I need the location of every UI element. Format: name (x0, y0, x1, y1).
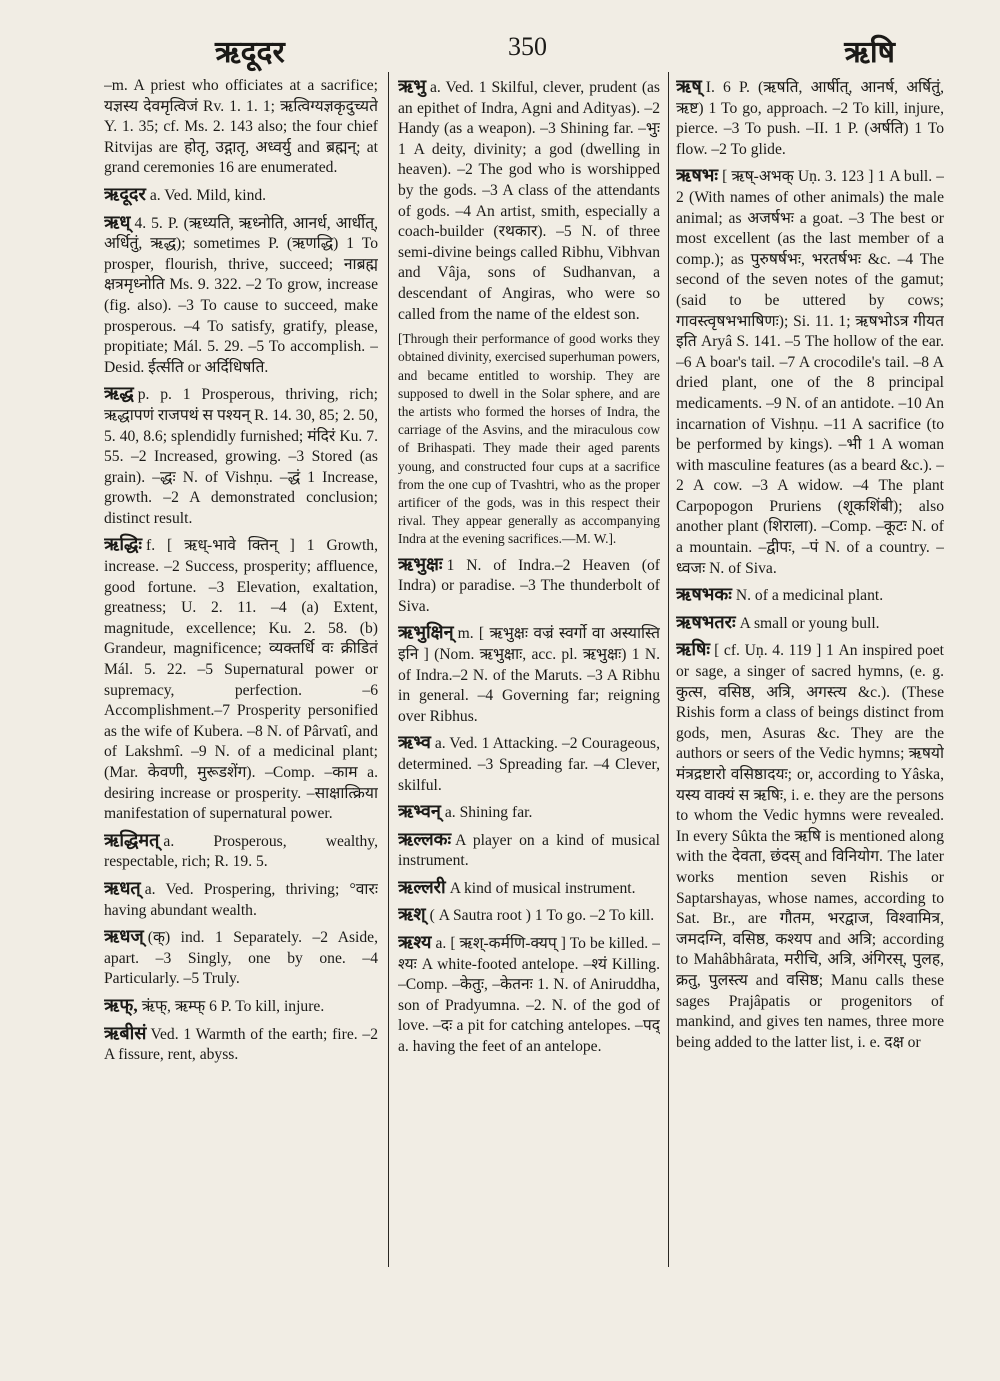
entry-definition: A small or young bull. (739, 614, 880, 632)
entry-definition: Ved. 1 Warmth of the earth; fire. –2 A fissure, rent, abyss. (104, 1025, 378, 1064)
entry-headword: ऋदूदर (104, 183, 146, 204)
entry-headword: ऋधत् (104, 877, 141, 898)
dictionary-entry (104, 878, 378, 921)
entry-headword: ऋल्लरी (398, 876, 446, 897)
dictionary-entry (398, 554, 660, 618)
dictionary-entry (676, 76, 944, 160)
entry-headword: ऋबीसं (104, 1022, 147, 1043)
column-1 (104, 76, 378, 1366)
entry-headword: ऋभु (398, 76, 427, 96)
entry-headword: ऋफ्, (104, 994, 138, 1015)
entry-definition: [ ऋष्-अभक् Uṇ. 3. 123 ] 1 A bull. –2 (With names of other animals) the male animal; as अजर्षभः a goat. –3 The best or most excellent (as the last member of a comp.); as पुरुषर्षभः, भरतर्षभः &c. –4 The second of the seven notes of the gamut; (said to be uttered by cows; गावस्त्वृषभभाषिणः); Si. 11. 1; ऋषभोऽत्र गीयत इति Aryâ S. 141. –5 The hollow of the ear. –6 A boar's tail. –7 A crocodile's tail. –8 A dried plant, one of the 8 principal medicaments. –9 N. of an antidote. –10 An incarnation of Vishṇu. –11 A sacrifice (to be performed by kings). –भी 1 A woman with masculine features (as a beard &c.). –2 A cow. –3 A widow. –4 The plant Carpopogon Pruriens (शूकशिंबी); also another plant (शिराला). –Comp. –कूटः N. of a mountain. –द्वीपः, –पं N. of a country. –ध्वजः N. of Siva. (676, 168, 944, 577)
bracketed-note: [Through their performance of good works they obtained divinity, exercised superhuman powers, and became entitled to worship. They are supposed to dwell in the Solar sphere, and are the artists who formed the horses of Indra, the carriage of the Asvins, and the miraculous cow of Brihaspati. They made their aged parents young, and constructed four cups at a sacrifice from the one cup of Tvashtri, who as the proper artificer of the gods, was in this respect their rival. They appear generally as accompanying Indra at the evening sacrifices.—M. W.]. (398, 331, 660, 547)
dictionary-entry (398, 877, 660, 900)
dictionary-entry (104, 830, 378, 873)
entry-headword: ऋषिः (676, 639, 711, 660)
column-2-entries-top (398, 76, 660, 325)
entry-definition: N. of a medicinal plant. (735, 587, 884, 605)
entry-definition: a. Ved. 1 Skilful, clever, prudent (as an epithet of Indra, Agni and Adityas). –2 Handy (as a weapon). –3 Shining far. –भुः 1 A deity, divinity; a god (dwelling in heaven). –2 The god who is worshipped by the gods. –3 A class of the attendants of gods. –4 An artist, smith, especially a coach-builder (रथकार). –5 N. of three semi-divine beings called Ribhu, Vibhvan and Vâja, sons of Sudhanvan, a descendant of Angiras, who were so called from the name of the eldest son. (398, 79, 660, 323)
entry-definition: a. Ved. Mild, kind. (149, 186, 267, 204)
entry-headword: ऋभुक्षः (398, 553, 443, 574)
entry-definition: a. Ved. Prospering, thriving; °वारः having abundant wealth. (104, 880, 378, 919)
entry-definition: a. Prosperous, wealthy, respectable, rich; R. 19. 5. (104, 832, 378, 871)
header-left-headword: ऋदूदर (215, 35, 285, 70)
entry-definition: f. [ ऋध्-भावे क्तिन् ] 1 Growth, increase. –2 Success, prosperity; affluence, good fortune. –3 Elevation, exaltation, greatness; U. 2. 11. –4 (a) Extent, magnitude, excellence; Ku. 2. 58. (b) Grandeur, magnificence; व्यक्तर्धि वः क्रीडितं Mál. 5. 22. –5 Supernatural power or supremacy, perfection. –6 Accomplishment.–7 Prosperity personified as the wife of Kubera. –8 N. of Pârvatî, and of Lakshmî. –9 N. of a medicinal plant; (Mar. केवणी, मुरूडशेंग). –Comp. –काम a. desiring increase or prosperity. –साक्षात्क्रिया manifestation of supernatural power. (104, 537, 378, 823)
dictionary-entry (104, 995, 378, 1018)
column-divider (388, 72, 389, 1267)
dictionary-entry (104, 1023, 378, 1066)
dictionary-entry (398, 732, 660, 796)
dictionary-entry (398, 904, 660, 927)
dictionary-entry (676, 639, 944, 1053)
entry-headword: ऋद्धिमत् (104, 829, 160, 850)
entry-definition: I. 6 P. (ऋषति, आर्षीत्, आनर्ष, अर्षितुं, ऋष्ट) 1 To go, approach. –2 To kill, injure, pierce. –3 To push. –II. 1 P. (अर्षति) 1 To flow. –2 To glide. (676, 79, 944, 158)
entry-headword: ऋद्धिः (104, 534, 143, 555)
entry-headword: ऋद्ध (104, 383, 134, 404)
entry-definition: [ cf. Uṇ. 4. 119 ] 1 An inspired poet or sage, a singer of sacred hymns, (e. g. कुत्स, वसिष्ठ, अत्रि, अगस्त्य &c.). (These Rishis form a class of beings distinct from gods, men, Asuras &c. They are the authors or seers of the Vedic hymns; ऋषयो मंत्रद्रष्टारो वसिष्ठादयः; or, according to Yâska, यस्य वाक्यं स ऋषिः, i. e. they are the persons to whom the Vedic hymns were revealed. In every Sûkta the ऋषि is mentioned along with the देवता, छंदस् and विनियोग. The later works mention seven Rishis or Saptarshayas, whose names, according to Sat. Br., are गौतम, भरद्वाज, विश्वामित्र, जमदग्नि, वसिष्ठ, कश्यप and अत्रि; according to Mahâbhârata, मरीचि, अत्रि, अंगिरस्, पुलह, क्रतु, पुलस्त्य and वसिष्ठ; Manu calls these sages Prajâpatis or progenitors of mankind, and gives ten names, three more being added to the latter list, i. e. दक्ष or (676, 642, 944, 1051)
entry-headword: ऋषभतरः (676, 611, 736, 632)
dictionary-entry (398, 76, 660, 325)
dictionary-entry (104, 184, 378, 207)
page-header (0, 30, 1000, 70)
header-right-headword: ऋषि (844, 35, 895, 70)
dictionary-entry (104, 383, 378, 529)
entry-definition: a. [ ऋश्-कर्मणि-क्यप् ] To be killed. –श्यः A white-footed antelope. –श्यं Killing. –Comp. –केतुः, –केतनः 1. N. of Aniruddha, son of Pradyumna. –2. N. of the god of love. –दः a pit for catching antelopes. –पद् a. having the feet of an antelope. (398, 935, 660, 1056)
page-number: 350 (508, 32, 547, 61)
dictionary-entry (104, 534, 378, 824)
entry-definition: m. [ ऋभुक्षः वज्रं स्वर्गो वा अस्यास्ति इनि ] (Nom. ऋभुक्षाः, acc. pl. ऋभुक्षः) 1 N. of Indra.–2 N. of the Maruts. –3 A Ribhu in general. –4 Governing far; reigning over Ribhus. (398, 625, 660, 725)
continued-text: –m. A priest who officiates at a sacrifice; यज्ञस्य देवमृत्विजं Rv. 1. 1. 1; ऋत्विग्यज्ञकृदुच्यते Y. 1. 35; cf. Ms. 2. 143 also; the four chief Ritvijas are होतृ, उद्गातृ, अध्वर्यु and ब्रह्मन्; at grand ceremonies 16 are enumerated. (104, 77, 378, 177)
dictionary-entry (398, 932, 660, 1058)
dictionary-entry (398, 622, 660, 727)
column-3 (676, 76, 944, 1366)
entry-definition: a. Shining far. (444, 804, 533, 822)
entry-headword: ऋधज् (104, 926, 144, 947)
entry-definition: ( A Sautra root ) 1 To go. –2 To kill. (429, 907, 655, 925)
entry-definition: p. p. 1 Prosperous, thriving, rich; ऋद्धापणं राजपथं स पश्यन् R. 14. 30, 85; 2. 50, 5. 40, 8.6; splendidly furnished; मंदिरं Ku. 7. 55. –2 Increased, growing. –3 Stored (as grain). –द्धः N. of Vishṇu. –द्धं 1 Increase, growth. –2 A demonstrated conclusion; distinct result. (104, 386, 378, 527)
entry-definition: 4. 5. P. (ऋध्यति, ऋध्नोति, आनर्ध, आर्धीत्, अर्धितुं, ऋद्ध); sometimes P. (ऋणद्धि) 1 To prosper, flourish, thrive, succeed; नाब्रह्म क्षत्रमृध्नोति Ms. 9. 322. –2 To grow, increase (fig. also). –3 To cause to succeed, make prosperous. –4 To satisfy, gratify, please, propitiate; Mál. 5. 29. –5 To accomplish. –Desid. ईर्त्सति or अर्दिधिषति. (104, 214, 378, 376)
entry-definition: 1 N. of Indra.–2 Heaven (of Indra) or paradise. –3 The thunderbolt of Siva. (398, 556, 660, 615)
entry-headword: ऋषभकः (676, 584, 732, 605)
dictionary-entry (104, 212, 378, 379)
entry-headword: ऋभुक्षिन् (398, 622, 454, 643)
dictionary-entry (676, 584, 944, 607)
entry-headword: ऋश् (398, 904, 426, 925)
entry-headword: ऋभ्व (398, 732, 431, 753)
column-2 (398, 76, 660, 1366)
dictionary-entry (104, 926, 378, 990)
entry-definition: a. Ved. 1 Attacking. –2 Courageous, determined. –3 Spreading far. –4 Clever, skilful. (398, 735, 660, 794)
entry-headword: ऋश्य (398, 932, 432, 953)
column-3-entries (676, 76, 944, 1053)
entry-definition: A player on a kind of musical instrument. (398, 831, 660, 870)
entry-definition: A kind of musical instrument. (449, 879, 636, 897)
column-divider (668, 72, 669, 1267)
dictionary-entry (398, 829, 660, 872)
entry-definition: (क्) ind. 1 Separately. –2 Aside, apart. –3 Singly, one by one. –4 Particularly. –5 Truly. (104, 929, 378, 988)
entry-headword: ऋषभः (676, 165, 719, 186)
entry-headword: ऋध् (104, 211, 131, 232)
column-1-entries (104, 184, 378, 1066)
entry-definition: ऋंफ्, ऋम्फ् 6 P. To kill, injure. (141, 997, 325, 1015)
dictionary-entry (398, 801, 660, 824)
entry-headword: ऋभ्वन् (398, 801, 441, 822)
column-2-entries-bottom (398, 554, 660, 1058)
entry-headword: ऋल्लकः (398, 828, 452, 849)
dictionary-entry (676, 165, 944, 579)
dictionary-entry (676, 612, 944, 635)
entry-headword: ऋष् (676, 76, 702, 96)
